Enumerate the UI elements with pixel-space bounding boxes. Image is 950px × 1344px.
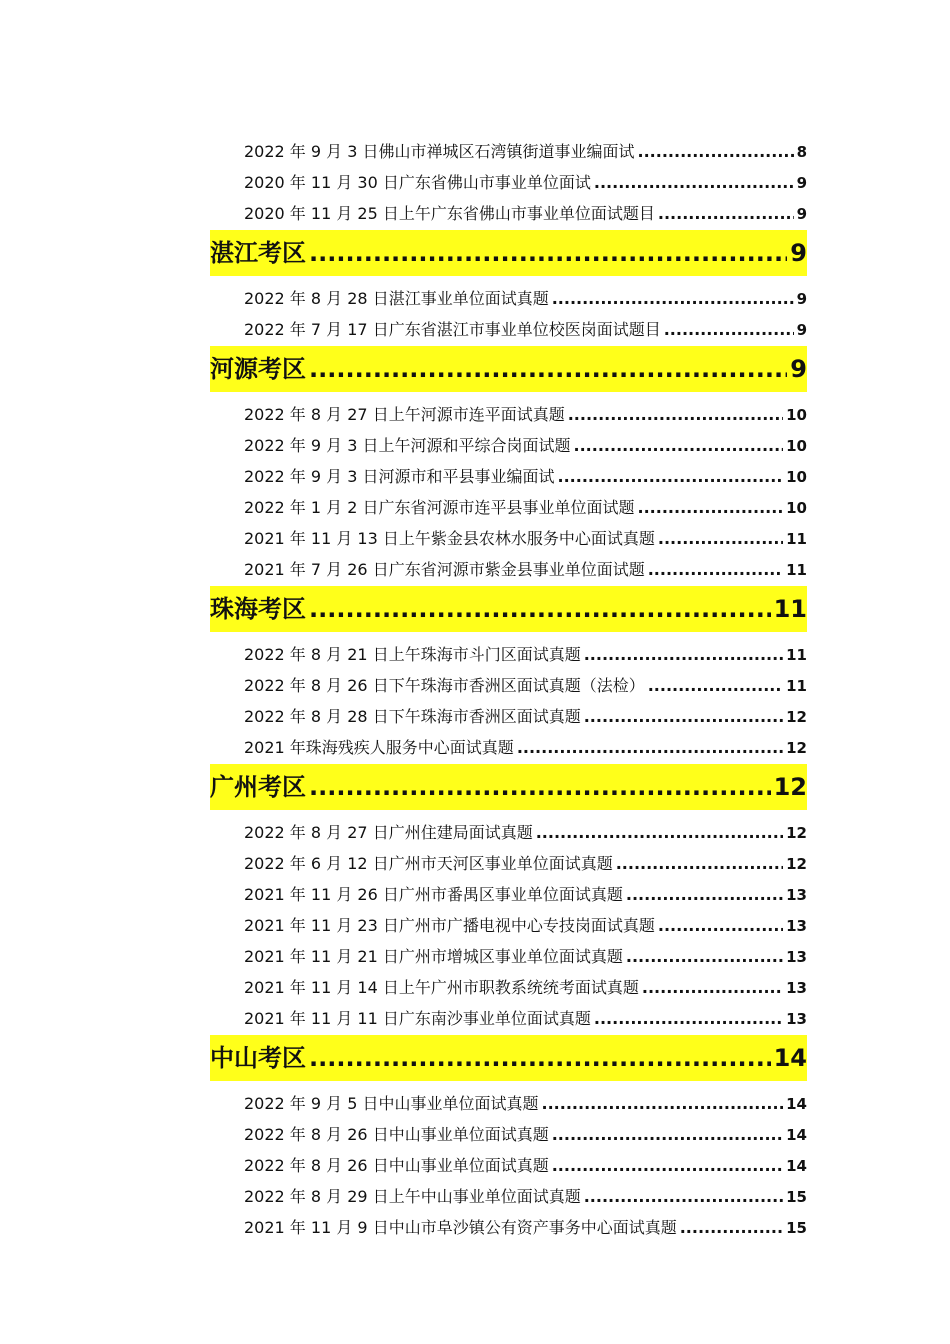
page-number: 14 bbox=[786, 1157, 807, 1175]
toc-entry[interactable] bbox=[210, 910, 807, 941]
toc-section-heading[interactable] bbox=[210, 230, 807, 276]
page-number: 11 bbox=[786, 530, 807, 548]
toc-entry[interactable] bbox=[210, 817, 807, 848]
section-title: 湛江考区 bbox=[210, 239, 306, 267]
section-title: 河源考区 bbox=[210, 355, 306, 383]
entry-title: 2021 年 11 月 21 日广州市增城区事业单位面试真题 bbox=[244, 947, 623, 966]
dot-leader bbox=[552, 1119, 783, 1150]
page-number: 14 bbox=[786, 1095, 807, 1113]
page-number: 13 bbox=[786, 886, 807, 904]
entry-title: 2022 年 8 月 27 日上午河源市连平面试真题 bbox=[244, 405, 565, 424]
entry-title: 2022 年 8 月 27 日广州住建局面试真题 bbox=[244, 823, 533, 842]
dot-leader bbox=[558, 461, 784, 492]
toc-section-heading[interactable] bbox=[210, 346, 807, 392]
page-number: 12 bbox=[786, 855, 807, 873]
toc-entry[interactable] bbox=[210, 461, 807, 492]
page-number: 12 bbox=[773, 773, 807, 801]
entry-title: 2022 年 8 月 26 日中山事业单位面试真题 bbox=[244, 1125, 549, 1144]
dot-leader bbox=[642, 972, 783, 1003]
toc-entry[interactable] bbox=[210, 430, 807, 461]
entry-title: 2022 年 8 月 26 日下午珠海市香洲区面试真题（法检） bbox=[244, 676, 645, 695]
dot-leader bbox=[309, 230, 787, 276]
toc-entry[interactable] bbox=[210, 198, 807, 229]
dot-leader bbox=[594, 1003, 783, 1034]
entry-title: 2022 年 9 月 5 日中山事业单位面试真题 bbox=[244, 1094, 539, 1113]
toc-entry[interactable] bbox=[210, 848, 807, 879]
dot-leader bbox=[552, 283, 794, 314]
dot-leader bbox=[584, 639, 783, 670]
entry-title: 2022 年 9 月 3 日河源市和平县事业编面试 bbox=[244, 467, 555, 486]
entry-title: 2021 年 11 月 14 日上午广州市职教系统统考面试真题 bbox=[244, 978, 639, 997]
page-number: 13 bbox=[786, 917, 807, 935]
dot-leader bbox=[574, 430, 784, 461]
dot-leader bbox=[517, 732, 783, 763]
page-number: 10 bbox=[786, 437, 807, 455]
entry-title: 2021 年 11 月 26 日广州市番禺区事业单位面试真题 bbox=[244, 885, 623, 904]
dot-leader bbox=[584, 701, 783, 732]
page-number: 9 bbox=[796, 290, 807, 308]
dot-leader bbox=[626, 879, 783, 910]
toc-section-heading[interactable] bbox=[210, 764, 807, 810]
dot-leader bbox=[536, 817, 783, 848]
page-number: 13 bbox=[786, 1010, 807, 1028]
toc-entry[interactable] bbox=[210, 701, 807, 732]
toc-section-heading[interactable] bbox=[210, 586, 807, 632]
dot-leader bbox=[568, 399, 783, 430]
page-number: 12 bbox=[786, 739, 807, 757]
page-number: 11 bbox=[786, 677, 807, 695]
page-number: 9 bbox=[796, 174, 807, 192]
table-of-contents bbox=[210, 136, 807, 1243]
dot-leader bbox=[626, 941, 783, 972]
entry-title: 2022 年 6 月 12 日广州市天河区事业单位面试真题 bbox=[244, 854, 613, 873]
toc-entry[interactable] bbox=[210, 314, 807, 345]
section-title: 广州考区 bbox=[210, 773, 306, 801]
dot-leader bbox=[309, 346, 787, 392]
dot-leader bbox=[638, 492, 784, 523]
toc-entry[interactable] bbox=[210, 1212, 807, 1243]
toc-entry[interactable] bbox=[210, 941, 807, 972]
dot-leader bbox=[658, 523, 783, 554]
section-title: 珠海考区 bbox=[210, 595, 306, 623]
dot-leader bbox=[584, 1181, 783, 1212]
page-number: 13 bbox=[786, 979, 807, 997]
entry-title: 2021 年 11 月 9 日中山市阜沙镇公有资产事务中心面试真题 bbox=[244, 1218, 677, 1237]
entry-title: 2022 年 9 月 3 日佛山市禅城区石湾镇街道事业编面试 bbox=[244, 142, 635, 161]
toc-entry[interactable] bbox=[210, 492, 807, 523]
entry-title: 2022 年 8 月 26 日中山事业单位面试真题 bbox=[244, 1156, 549, 1175]
toc-entry[interactable] bbox=[210, 523, 807, 554]
dot-leader bbox=[680, 1212, 783, 1243]
entry-title: 2022 年 1 月 2 日广东省河源市连平县事业单位面试题 bbox=[244, 498, 635, 517]
entry-title: 2021 年 11 月 23 日广州市广播电视中心专技岗面试真题 bbox=[244, 916, 655, 935]
toc-entry[interactable] bbox=[210, 1150, 807, 1181]
dot-leader bbox=[542, 1088, 784, 1119]
dot-leader bbox=[309, 764, 771, 810]
dot-leader bbox=[552, 1150, 783, 1181]
dot-leader bbox=[658, 910, 783, 941]
page-number: 11 bbox=[773, 595, 807, 623]
page-number: 10 bbox=[786, 468, 807, 486]
entry-title: 2021 年 7 月 26 日广东省河源市紫金县事业单位面试题 bbox=[244, 560, 645, 579]
page-number: 9 bbox=[790, 355, 807, 383]
page-number: 8 bbox=[796, 143, 807, 161]
entry-title: 2022 年 8 月 28 日下午珠海市香洲区面试真题 bbox=[244, 707, 581, 726]
page-number: 15 bbox=[786, 1188, 807, 1206]
page-number: 10 bbox=[786, 406, 807, 424]
section-title: 中山考区 bbox=[210, 1044, 306, 1072]
page-number: 10 bbox=[786, 499, 807, 517]
page-number: 9 bbox=[796, 205, 807, 223]
entry-title: 2022 年 8 月 28 日湛江事业单位面试真题 bbox=[244, 289, 549, 308]
toc-entry[interactable] bbox=[210, 732, 807, 763]
entry-title: 2021 年 11 月 11 日广东南沙事业单位面试真题 bbox=[244, 1009, 591, 1028]
toc-entry[interactable] bbox=[210, 1088, 807, 1119]
toc-entry[interactable] bbox=[210, 879, 807, 910]
toc-entry[interactable] bbox=[210, 1003, 807, 1034]
toc-section-heading[interactable] bbox=[210, 1035, 807, 1081]
dot-leader bbox=[309, 1035, 771, 1081]
dot-leader bbox=[616, 848, 783, 879]
dot-leader bbox=[648, 554, 783, 585]
page-number: 12 bbox=[786, 708, 807, 726]
dot-leader bbox=[594, 167, 794, 198]
dot-leader bbox=[309, 586, 771, 632]
dot-leader bbox=[664, 314, 794, 345]
entry-title: 2022 年 8 月 29 日上午中山事业单位面试真题 bbox=[244, 1187, 581, 1206]
toc-entry[interactable] bbox=[210, 1181, 807, 1212]
toc-entry[interactable] bbox=[210, 167, 807, 198]
page-number: 11 bbox=[786, 646, 807, 664]
page-number: 9 bbox=[796, 321, 807, 339]
page-number: 9 bbox=[790, 239, 807, 267]
page-number: 12 bbox=[786, 824, 807, 842]
entry-title: 2021 年珠海残疾人服务中心面试真题 bbox=[244, 738, 514, 757]
dot-leader bbox=[658, 198, 794, 229]
page-number: 15 bbox=[786, 1219, 807, 1237]
toc-entry[interactable] bbox=[210, 554, 807, 585]
page-number: 13 bbox=[786, 948, 807, 966]
toc-entry[interactable] bbox=[210, 136, 807, 167]
page-number: 14 bbox=[773, 1044, 807, 1072]
toc-entry[interactable] bbox=[210, 1119, 807, 1150]
toc-entry[interactable] bbox=[210, 399, 807, 430]
page-number: 11 bbox=[786, 561, 807, 579]
toc-entry[interactable] bbox=[210, 670, 807, 701]
toc-entry[interactable] bbox=[210, 972, 807, 1003]
toc-entry[interactable] bbox=[210, 283, 807, 314]
entry-title: 2020 年 11 月 30 日广东省佛山市事业单位面试 bbox=[244, 173, 591, 192]
entry-title: 2022 年 7 月 17 日广东省湛江市事业单位校医岗面试题目 bbox=[244, 320, 661, 339]
entry-title: 2022 年 8 月 21 日上午珠海市斗门区面试真题 bbox=[244, 645, 581, 664]
page-number: 14 bbox=[786, 1126, 807, 1144]
entry-title: 2021 年 11 月 13 日上午紫金县农林水服务中心面试真题 bbox=[244, 529, 655, 548]
dot-leader bbox=[648, 670, 783, 701]
toc-entry[interactable] bbox=[210, 639, 807, 670]
entry-title: 2020 年 11 月 25 日上午广东省佛山市事业单位面试题目 bbox=[244, 204, 655, 223]
entry-title: 2022 年 9 月 3 日上午河源和平综合岗面试题 bbox=[244, 436, 571, 455]
dot-leader bbox=[638, 136, 794, 167]
